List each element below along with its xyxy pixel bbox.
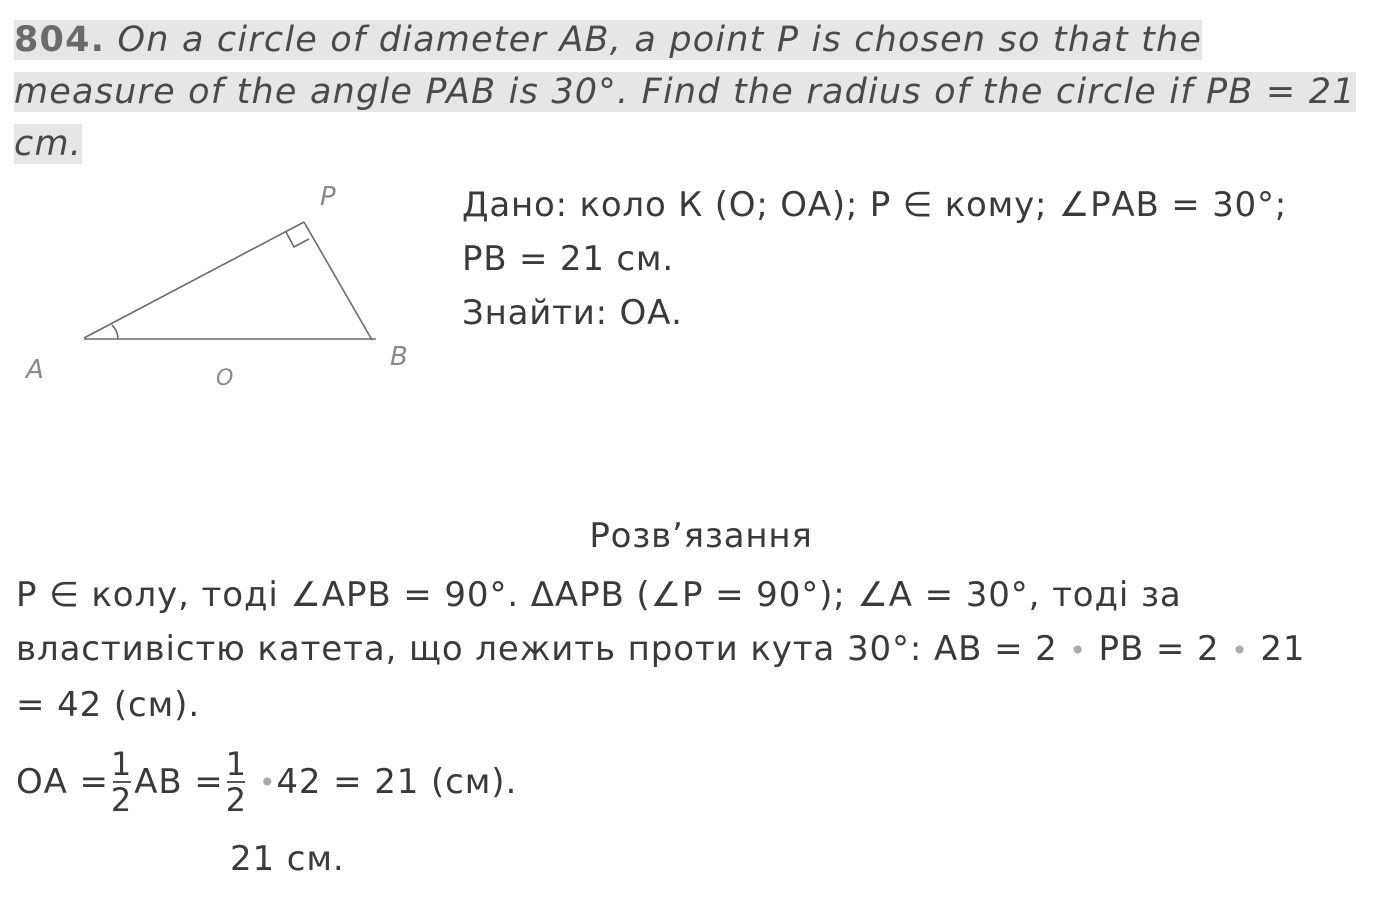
fraction-1-denominator: 2: [110, 781, 133, 819]
solution-body: [16, 568, 1386, 732]
multiply-dot-1: •: [1069, 634, 1087, 667]
solution-line-1: Р ∈ колу, тоді ∠АРВ = 90°. ΔАРВ (∠Р = 90°); ∠А = 30°, тоді за: [16, 575, 1182, 615]
fraction-2-denominator: 2: [225, 781, 247, 819]
given-line-1: Дано: коло К (О; ОА); Р ∈ кому; ∠РАВ = 30°;: [462, 185, 1288, 225]
given-line-3: Знайти: ОА.: [462, 293, 683, 333]
solution-line-3: = 42 (см).: [16, 685, 201, 725]
side-pb: [304, 222, 372, 340]
solution-line-2-part-c: 21: [1248, 629, 1306, 669]
given-line-2: РВ = 21 см.: [462, 239, 674, 279]
solution-title: Розв’язання: [589, 516, 813, 556]
formula-line: [16, 732, 517, 832]
label-p: P: [320, 182, 336, 212]
multiply-dot-2: •: [1231, 634, 1249, 667]
solution-line-2-part-b: РВ = 2: [1086, 629, 1232, 669]
problem-statement: [14, 14, 1376, 170]
right-angle-mark: [286, 232, 309, 247]
solution-line-2-part-a: властивістю катета, що лежить проти кута 30°: АВ = 2: [16, 629, 1070, 669]
side-ap: [84, 222, 304, 338]
answer: 21 см.: [230, 839, 345, 879]
fraction-1-numerator: 1: [110, 745, 133, 783]
problem-text: On a circle of diameter AB, a point P is chosen so that the measure of the angle PAB is 30°. Find the radius of the circle if PB = 21 cm.: [14, 20, 1356, 164]
label-b: B: [390, 342, 408, 372]
multiply-dot-3: •: [258, 765, 277, 799]
fraction-1: [111, 747, 132, 817]
formula-rhs: 42 = 21 (см).: [276, 762, 518, 802]
label-o: O: [216, 366, 234, 391]
triangle-diagram: [20, 175, 430, 400]
fraction-2-numerator: 1: [225, 745, 247, 783]
label-a: A: [26, 355, 44, 385]
triangle-figure: [20, 175, 430, 400]
formula-lhs: ОА =: [16, 762, 109, 802]
problem-number: 804.: [14, 20, 106, 60]
solution-line-2: [16, 622, 1386, 678]
formula-mid: АВ =: [134, 762, 224, 802]
given-block: [462, 178, 1372, 340]
fraction-2: [226, 747, 247, 817]
angle-a-arc: [112, 325, 118, 339]
